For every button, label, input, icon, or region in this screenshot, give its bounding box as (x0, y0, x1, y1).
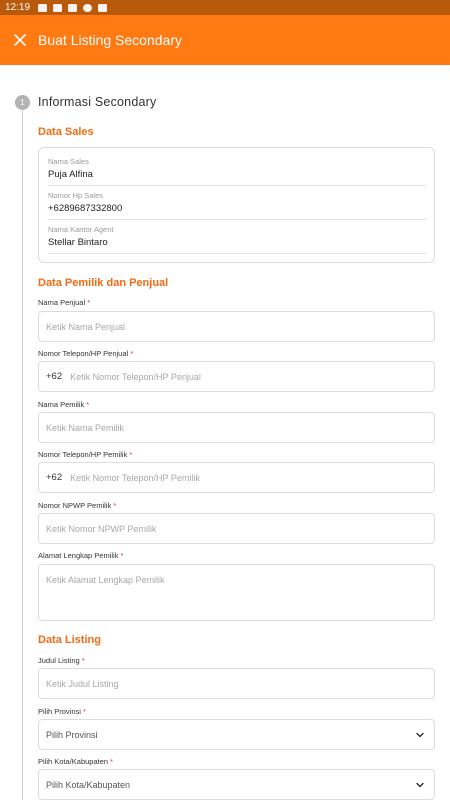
sales-phone-value: +6289687332800 (48, 203, 123, 214)
seller-phone-label: Nomor Telepon/HP Penjual * (38, 349, 134, 358)
section-title-data-listing: Data Listing (38, 634, 101, 646)
step-title: Informasi Secondary (38, 95, 157, 109)
step-number-badge: 1 (15, 95, 30, 110)
listing-title-label: Judul Listing * (38, 656, 85, 665)
province-select[interactable] (38, 719, 435, 750)
city-select[interactable] (38, 769, 435, 800)
owner-address-textarea[interactable]: Ketik Alamat Lengkap Pemilik (38, 564, 435, 621)
section-title-data-pemilik: Data Pemilik dan Penjual (38, 277, 169, 289)
seller-name-label: Nama Penjual * (38, 298, 91, 307)
section-title-data-sales: Data Sales (38, 126, 94, 138)
owner-phone-label: Nomor Telepon/HP Pemilik * (38, 450, 133, 459)
close-icon (14, 34, 26, 46)
sales-row-name (48, 157, 426, 186)
chevron-down-icon (416, 731, 424, 739)
sales-row-phone (48, 191, 426, 220)
city-label: Pilih Kota/Kabupaten * (38, 757, 113, 766)
page-title: Buat Listing Secondary (38, 32, 182, 48)
play-icon (83, 4, 92, 12)
close-button[interactable] (10, 30, 30, 50)
app-bar (0, 15, 450, 65)
sales-office-label: Nama Kantor Agent (48, 225, 114, 234)
folder-icon (98, 4, 107, 12)
notification-icon (38, 4, 47, 12)
status-bar (0, 0, 450, 15)
step-timeline-line (22, 109, 23, 800)
owner-name-label: Nama Pemilik * (38, 400, 90, 409)
sales-phone-label: Nomor Hp Sales (48, 191, 104, 200)
clock: 12:19 (5, 2, 31, 13)
form-content[interactable] (0, 65, 450, 800)
seller-phone-input[interactable]: +62 Ketik Nomor Telepon/HP Penjual (38, 361, 435, 392)
country-code-prefix: +62 (46, 371, 63, 382)
chevron-down-icon (416, 781, 424, 789)
city-select-value: Pilih Kota/Kabupaten (46, 779, 131, 790)
listing-title-input[interactable]: Ketik Judul Listing (38, 668, 435, 699)
sales-row-office (48, 225, 426, 254)
sales-name-value: Puja Alfina (48, 169, 93, 180)
country-code-prefix: +62 (46, 472, 63, 483)
camera-icon (68, 4, 77, 12)
sales-name-label: Nama Sales (48, 157, 89, 166)
image-icon (53, 4, 62, 12)
owner-address-label: Alamat Lengkap Pemilik * (38, 551, 124, 560)
owner-npwp-input[interactable]: Ketik Nomor NPWP Pemilik (38, 513, 435, 544)
status-icons (38, 4, 107, 12)
owner-name-input[interactable]: Ketik Nama Pemilik (38, 412, 435, 443)
province-select-value: Pilih Provinsi (46, 729, 98, 740)
seller-name-input[interactable]: Ketik Nama Penjual (38, 311, 435, 342)
sales-office-value: Stellar Bintaro (48, 237, 108, 248)
owner-npwp-label: Nomor NPWP Pemilik * (38, 501, 117, 510)
owner-phone-input[interactable]: +62 Ketik Nomor Telepon/HP Pemilik (38, 462, 435, 493)
sales-info-card (38, 147, 435, 263)
province-label: Pilih Provinsi * (38, 707, 86, 716)
